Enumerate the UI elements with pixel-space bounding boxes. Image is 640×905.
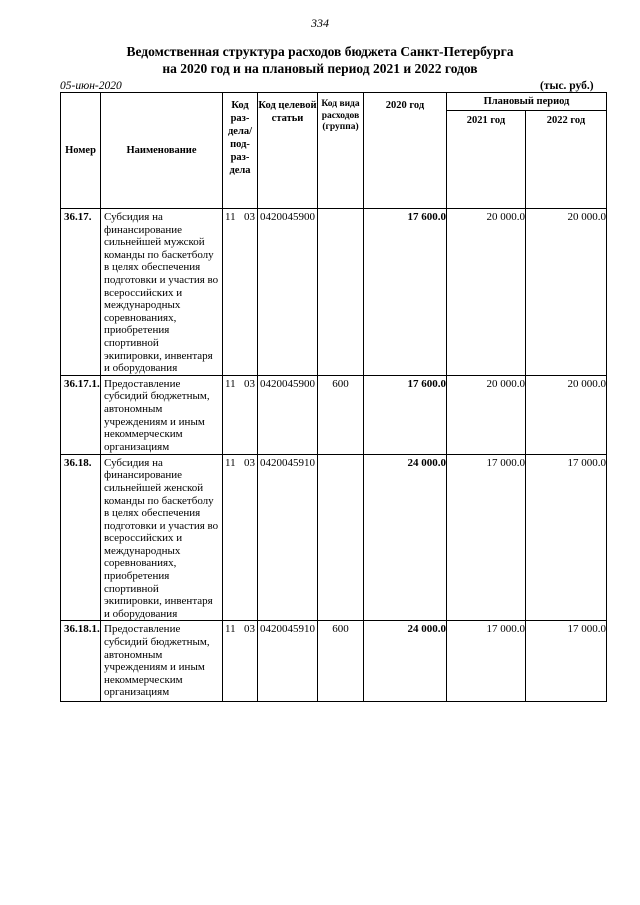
header-expense-type: Код вида расходов (группа) [318, 93, 364, 209]
header-2021: 2021 год [447, 111, 526, 209]
row-subsection: 03 [244, 623, 255, 636]
row-amount-2020: 24 000.0 [364, 621, 447, 702]
units-label: (тыс. руб.) [540, 80, 594, 92]
row-target-code: 0420045910 [258, 454, 318, 621]
row-amount-2021: 17 000.0 [447, 621, 526, 702]
header-name: Наименование [101, 93, 223, 209]
header-target-code: Код целевой статьи [258, 93, 318, 209]
row-name: Предоставление субсидий бюджетным, автономным учреждениям и иным некоммерческим организациям [101, 621, 223, 702]
row-expense-type [318, 454, 364, 621]
row-section: 11 [225, 377, 236, 390]
header-number: Номер [61, 93, 101, 209]
row-name: Субсидия на финансирование сильнейшей мужской команды по баскетболу в целях обеспечения подготовки и участия во всероссийских и международных соревнованиях, приобретения спортивной экипировки, инвентаря и оборудования [101, 209, 223, 376]
title-line-2: на 2020 год и на плановый период 2021 и 2022 годов [162, 61, 478, 76]
row-section-code [223, 454, 258, 621]
row-amount-2022: 20 000.0 [526, 209, 607, 376]
header-section-code: Код раз- дела/ под- раз- дела [223, 93, 258, 209]
table-row [61, 209, 607, 376]
row-target-code: 0420045900 [258, 375, 318, 454]
row-expense-type: 600 [318, 375, 364, 454]
row-amount-2022: 17 000.0 [526, 454, 607, 621]
row-section: 11 [225, 456, 236, 469]
row-subsection: 03 [244, 211, 255, 223]
row-number: 36.17.1. [61, 375, 101, 454]
row-subsection: 03 [244, 377, 255, 390]
row-amount-2021: 17 000.0 [447, 454, 526, 621]
row-amount-2021: 20 000.0 [447, 209, 526, 376]
row-amount-2020: 17 600.0 [364, 209, 447, 376]
row-expense-type: 600 [318, 621, 364, 702]
row-number: 36.18. [61, 454, 101, 621]
row-amount-2020: 17 600.0 [364, 375, 447, 454]
row-number: 36.18.1. [61, 621, 101, 702]
table-row [61, 375, 607, 454]
row-section: 11 [225, 623, 236, 636]
row-name: Предоставление субсидий бюджетным, автономным учреждениям и иным некоммерческим организациям [101, 375, 223, 454]
row-target-code: 0420045900 [258, 209, 318, 376]
row-section: 11 [225, 211, 236, 223]
table-row [61, 454, 607, 621]
title-line-1: Ведомственная структура расходов бюджета Санкт-Петербурга [126, 44, 514, 59]
budget-table [60, 92, 607, 702]
header-2022: 2022 год [526, 111, 607, 209]
row-amount-2021: 20 000.0 [447, 375, 526, 454]
document-title [0, 43, 640, 77]
row-amount-2022: 20 000.0 [526, 375, 607, 454]
row-name: Субсидия на финансирование сильнейшей женской команды по баскетболу в целях обеспечения подготовки и участия во всероссийских и международных соревнованиях, приобретения спортивной экипировки, инвентаря и оборудования [101, 454, 223, 621]
header-planned-period: Плановый период [447, 93, 607, 111]
row-amount-2020: 24 000.0 [364, 454, 447, 621]
row-expense-type [318, 209, 364, 376]
row-subsection: 03 [244, 456, 255, 469]
row-amount-2022: 17 000.0 [526, 621, 607, 702]
page-number: 334 [311, 16, 329, 30]
row-section-code [223, 209, 258, 376]
header-2020: 2020 год [364, 93, 447, 209]
row-number: 36.17. [61, 209, 101, 376]
table-row [61, 621, 607, 702]
document-date: 05-июн-2020 [60, 80, 122, 92]
row-section-code [223, 375, 258, 454]
row-section-code [223, 621, 258, 702]
row-target-code: 0420045910 [258, 621, 318, 702]
